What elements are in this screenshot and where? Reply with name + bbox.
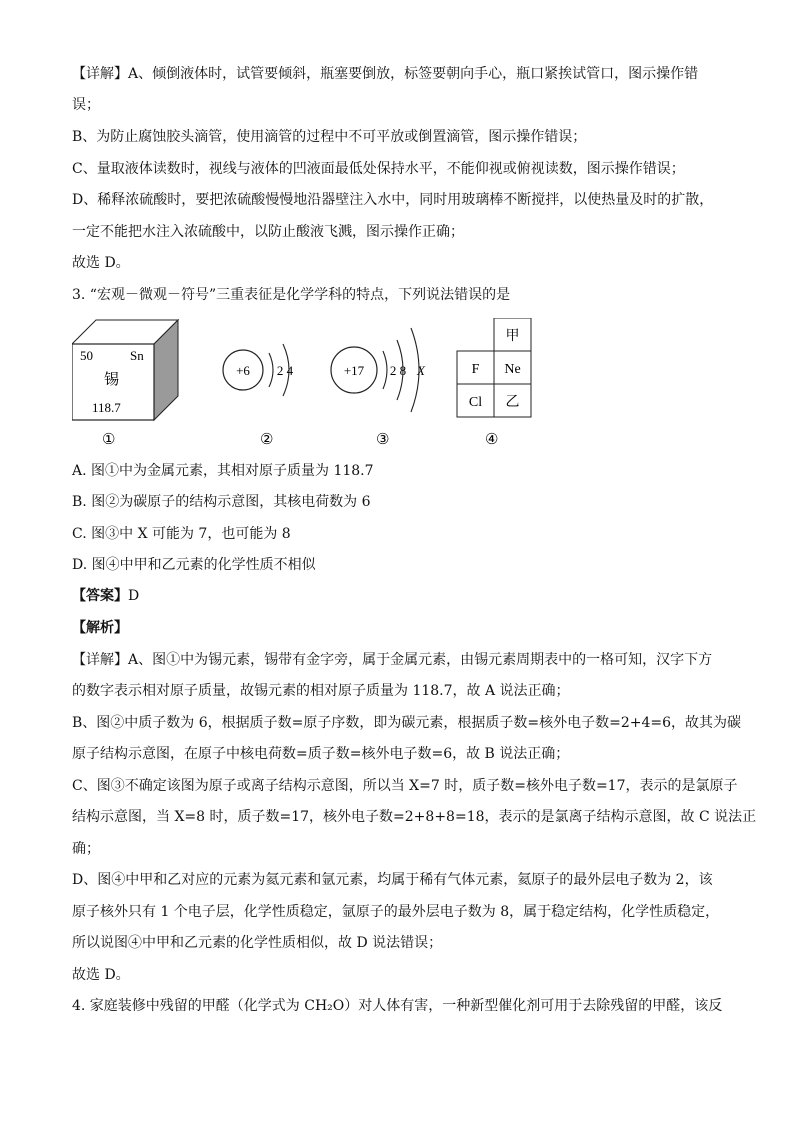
detail-line: 一定不能把水注入浓硫酸中，以防止酸液飞溅，图示操作正确； [72,224,464,240]
figure-label-3: ③ [376,432,390,448]
answer-line [72,586,139,606]
option-a: A. 图①中为金属元素，其相对原子质量为 118.7 [72,463,374,479]
periodic-table-fragment [457,318,531,448]
x-variable: X [417,363,425,378]
nucleus-charge: +6 [236,363,250,378]
option-c: C. 图③中 X 可能为 7，也可能为 8 [72,526,291,542]
detail-line: 【详解】A、图①中为锡元素，锡带有金字旁，属于金属元素，由锡元素周期表中的一格可知，汉字下方 [72,652,713,668]
chlorine-atom-structure [331,328,426,448]
option-b: B. 图②为碳原子的结构示意图，其核电荷数为 6 [72,494,371,510]
detail-line: 故选 D。 [72,967,130,983]
cell-f: F [471,362,480,377]
detail-line: D、图④中甲和乙对应的元素为氦元素和氩元素，均属于稀有气体元素，氦原子的最外层电子数为 2，该 [72,872,713,888]
question-3-stem: 3. “宏观－微观－符号”三重表征是化学学科的特点，下列说法错误的是 [72,287,511,303]
element-cell-figure [72,320,178,448]
detail-line: 确； [72,841,100,857]
detail-line: 【详解】A、倾倒液体时，试管要倾斜，瓶塞要倒放，标签要朝向手心，瓶口紧挨试管口，图示操作错 [72,66,699,82]
answer-tag: 【答案】 [72,588,128,604]
detail-line: 结构示意图，当 X=8 时，质子数=17，核外电子数=2+8+8=18，表示的是氯离子结构示意图，故 C 说法正 [72,809,757,825]
analysis-tag: 【解析】 [72,620,128,636]
atomic-mass: 118.7 [92,400,121,415]
atomic-number: 50 [80,348,93,363]
cell-jia: 甲 [505,329,520,344]
cell-ne: Ne [504,362,521,377]
figure-label-2: ② [260,432,274,448]
question-4-stem: 4. 家庭装修中残留的甲醛（化学式为 CH₂O）对人体有害，一种新型催化剂可用于去除残留的甲醛，该反 [72,998,723,1014]
question-3-figures [72,318,552,454]
carbon-atom-structure [223,344,294,448]
detail-line: 原子结构示意图，在原子中核电荷数=质子数=核外电子数=6，故 B 说法正确； [72,746,570,762]
detail-line: 误； [72,97,100,113]
detail-line: 所以说图④中甲和乙元素的化学性质相似，故 D 说法错误； [72,935,443,951]
detail-line: 故选 D。 [72,255,130,271]
figure-label-4: ④ [485,432,499,448]
figure-label-1: ① [102,432,116,448]
detail-line: 原子核外只有 1 个电子层，化学性质稳定，氩原子的最外层电子数为 8，属于稳定结构，化学性质稳定， [72,904,720,920]
detail-line: C、图③不确定该图为原子或离子结构示意图，所以当 X=7 时，质子数=核外电子数=17，表示的是氯原子 [72,778,738,794]
nucleus-charge: +17 [343,363,365,378]
element-symbol: Sn [130,348,144,363]
detail-line: C、量取液体读数时，视线与液体的凹液面最低处保持水平，不能仰视或俯视读数，图示操作错误； [72,161,685,177]
option-d: D. 图④中甲和乙元素的化学性质不相似 [72,557,316,573]
element-name: 锡 [104,372,120,388]
detail-line: D、稀释浓硫酸时，要把浓硫酸慢慢地沿器壁注入水中，同时用玻璃棒不断搅拌，以使热量及时的扩散， [72,192,714,208]
cell-cl: Cl [468,395,483,410]
detail-line: B、为防止腐蚀胶头滴管，使用滴管的过程中不可平放或倒置滴管，图示操作错误； [72,129,587,145]
cell-yi: 乙 [505,395,520,410]
detail-line: B、图②中质子数为 6，根据质子数=原子序数，即为碳元素，根据质子数=核外电子数=2+4=6，故其为碳 [72,715,742,731]
answer-value: D [128,588,140,604]
detail-line: 的数字表示相对原子质量，故锡元素的相对原子质量为 118.7，故 A 说法正确； [72,683,570,699]
electron-shells: 2 4 [276,363,294,378]
electron-shells: 2 8 [389,363,407,378]
